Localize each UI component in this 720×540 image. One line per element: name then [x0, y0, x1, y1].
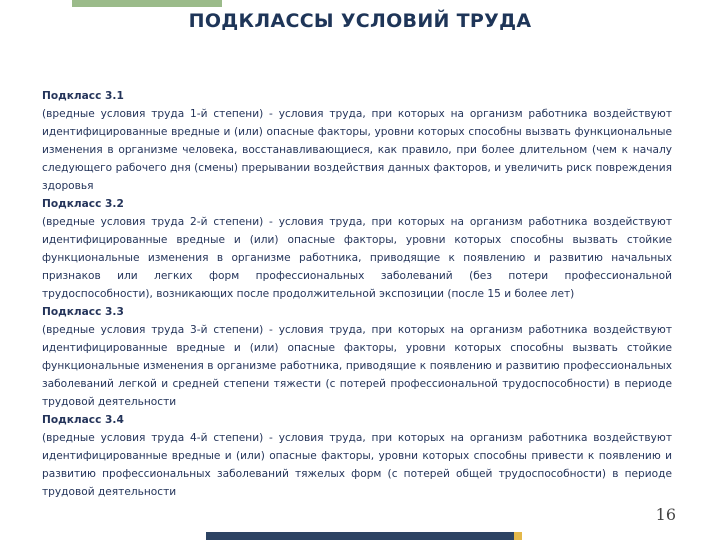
top-accent-bar: [72, 0, 222, 7]
subclass-heading: Подкласс 3.1: [42, 90, 124, 102]
subclass-heading: Подкласс 3.4: [42, 414, 124, 426]
subclass-description: (вредные условия труда 2-й степени) - условия труда, при которых на организм работника воздействуют идентифицированные вредные и (или) опасные факторы, уровни которых способны вызвать стойкие функциональные изменения в организме работника, приводящие к появлению и развитию начальных признаков или легких форм профессиональных заболеваний (без потери профессиональной трудоспособности), возникающих после продолжительной экспозиции (после 15 и более лет): [42, 216, 672, 300]
subclass-description: (вредные условия труда 4-й степени) - условия труда, при которых на организм работника воздействуют идентифицированные вредные и (или) опасные факторы, уровни которых способны привести к появлению и развитию профессиональных заболеваний тяжелых форм (с потерей общей трудоспособности) в периоде трудовой деятельности: [42, 432, 672, 498]
page-number: 16: [655, 505, 676, 524]
subclass-3-2: [42, 195, 672, 303]
subclass-3-3: [42, 303, 672, 411]
slide-title: ПОДКЛАССЫ УСЛОВИЙ ТРУДА: [188, 10, 532, 32]
bottom-accent-square: [514, 532, 522, 540]
subclass-heading: Подкласс 3.2: [42, 198, 124, 210]
subclass-description: (вредные условия труда 1-й степени) - условия труда, при которых на организм работника воздействуют идентифицированные вредные и (или) опасные факторы, уровни которых способны вызвать функциональные изменения в организме человека, восстанавливающиеся, как правило, при более длительном (чем к началу следующего рабочего дня (смены) прерывании воздействия данных факторов, и увеличить риск повреждения здоровья: [42, 108, 672, 192]
subclass-description: (вредные условия труда 3-й степени) - условия труда, при которых на организм работника воздействуют идентифицированные вредные и (или) опасные факторы, уровни которых способны вызвать стойкие функциональные изменения в организме работника, приводящие к появлению и развитию профессиональных заболеваний легкой и средней степени тяжести (с потерей профессиональной трудоспособности) в периоде трудовой деятельности: [42, 324, 672, 408]
subclass-list: [42, 87, 672, 501]
subclass-3-4: [42, 411, 672, 501]
subclass-3-1: [42, 87, 672, 195]
subclass-heading: Подкласс 3.3: [42, 306, 124, 318]
bottom-accent-bar: [206, 532, 522, 540]
